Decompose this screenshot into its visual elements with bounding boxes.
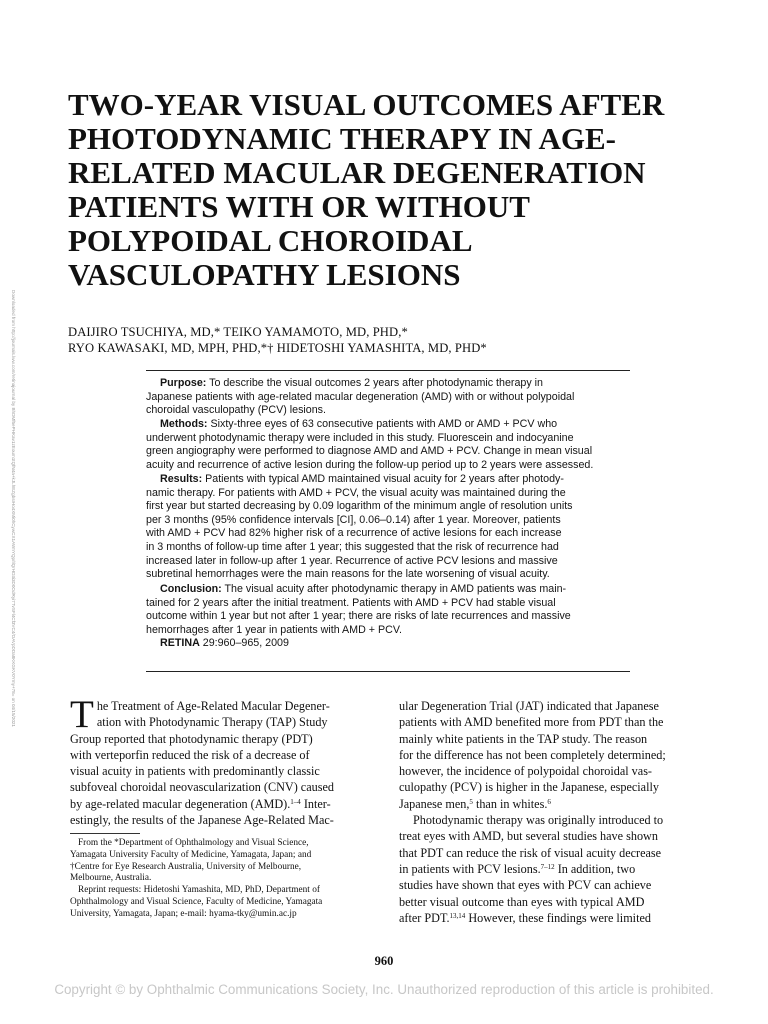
title-line: POLYPOIDAL CHOROIDAL — [68, 223, 473, 258]
body-line: estingly, the results of the Japanese Age-Related Mac- — [70, 813, 334, 828]
citation-volume: 29:960–965, 2009 — [199, 637, 289, 650]
abstract-text: To describe the visual outcomes 2 years after photodynamic therapy in — [206, 377, 543, 389]
abstract-top-rule — [146, 370, 630, 371]
body-line: better visual outcome than eyes with typical AMD — [399, 894, 645, 909]
title-line: VASCULOPATHY LESIONS — [68, 257, 461, 292]
body-line: ation with Photodynamic Therapy (TAP) Study — [96, 715, 328, 730]
footnote-line: Ophthalmology and Visual Science, Faculty of Medicine, Yamagata — [70, 896, 323, 907]
body-line — [399, 861, 729, 877]
abstract-conclusion — [146, 583, 630, 651]
abstract-purpose — [146, 377, 630, 418]
footnote-line: From the *Department of Ophthalmology and Visual Science, — [78, 838, 309, 848]
title-line: RELATED MACULAR DEGENERATION — [68, 155, 646, 190]
author-line: DAIJIRO TSUCHIYA, MD,* TEIKO YAMAMOTO, MD, PHD,* — [68, 325, 408, 339]
body-line: with verteporfin reduced the risk of a decrease of — [70, 747, 310, 762]
title-line: PATIENTS WITH OR WITHOUT — [68, 189, 530, 224]
footnote-rule — [70, 833, 140, 834]
abstract-line: acuity and recurrence of active lesion during the follow-up period up to 2 years were assessed. — [146, 458, 594, 471]
drop-cap: T — [70, 693, 94, 736]
abstract-text: Patients with typical AMD maintained visual acuity for 2 years after photody- — [202, 473, 564, 485]
abstract-line: per 3 months (95% confidence intervals [CI], 0.06–0.14) after 1 year. Moreover, patients — [146, 513, 561, 526]
journal-citation — [146, 637, 630, 651]
reference-superscript: 7–12 — [540, 862, 555, 871]
download-watermark-strip — [2, 290, 18, 850]
reference-superscript: 5 — [469, 797, 473, 806]
abstract-methods — [146, 418, 630, 472]
body-line: for the difference has not been completely determined; — [399, 747, 666, 762]
abstract-line — [146, 377, 630, 391]
body-line: treat eyes with AMD, but several studies have shown — [399, 829, 658, 844]
body-text: after PDT. — [399, 910, 450, 925]
abstract-methods-heading: Methods: — [160, 418, 208, 430]
body-line: mainly white patients in the TAP study. The reason — [399, 731, 648, 746]
body-column-left — [70, 693, 380, 828]
copyright-watermark: Copyright © by Ophthalmic Communications Society, Inc. Unauthorized reproduction of this article is prohibited. — [54, 982, 714, 997]
abstract-purpose-heading: Purpose: — [160, 377, 207, 389]
body-line — [399, 910, 729, 926]
body-line: he Treatment of Age-Related Macular Degener- — [96, 699, 330, 713]
author-line: RYO KAWASAKI, MD, MPH, PHD,*† HIDETOSHI YAMASHITA, MD, PHD* — [68, 341, 487, 355]
body-line — [70, 796, 380, 812]
body-line: visual acuity in patients with predominantly classic — [70, 764, 320, 779]
body-text: Inter- — [300, 796, 331, 811]
abstract-results — [146, 473, 630, 582]
title-line: TWO-YEAR VISUAL OUTCOMES AFTER — [68, 87, 665, 122]
footnote-line: University, Yamagata, Japan; e-mail: hyama-tky@umin.ac.jp — [70, 908, 297, 919]
abstract-line — [146, 583, 630, 597]
footnote-line: Yamagata University Faculty of Medicine, Yamagata, Japan; and — [70, 849, 312, 860]
body-line: subfoveal choroidal neovascularization (CNV) caused — [70, 780, 334, 795]
reference-superscript: 6 — [547, 797, 551, 806]
abstract-line: underwent photodynamic therapy were included in this study. Fluorescein and indocyanine — [146, 431, 574, 444]
body-line: however, the incidence of polypoidal choroidal vas- — [399, 764, 652, 779]
footnote-line: Reprint requests: Hidetoshi Yamashita, MD, PhD, Department of — [78, 885, 320, 896]
abstract-line: Japanese patients with age-related macular degeneration (AMD) with or without polypoidal — [146, 390, 575, 403]
reference-superscript: 1–4 — [290, 797, 301, 806]
abstract-line — [146, 418, 630, 432]
footnotes — [70, 838, 370, 921]
abstract-line: choroidal vasculopathy (PCV) lesions. — [146, 404, 326, 417]
body-text: than in whites. — [472, 796, 548, 811]
abstract-line — [146, 473, 630, 487]
body-line: patients with AMD benefited more from PDT than the — [399, 715, 664, 730]
abstract-line: in 3 months of follow-up time after 1 year; this suggested that the risk of recurrence had — [146, 540, 559, 553]
citation-journal: RETINA — [160, 637, 200, 650]
body-line: ular Degeneration Trial (JAT) indicated that Japanese — [399, 699, 659, 713]
body-line: Group reported that photodynamic therapy (PDT) — [70, 731, 313, 746]
abstract-bottom-rule — [146, 671, 630, 672]
body-line: Photodynamic therapy was originally introduced to — [413, 813, 664, 828]
footnote-line: †Centre for Eye Research Australia, University of Melbourne, — [70, 861, 302, 872]
footnote-line: Melbourne, Australia. — [70, 873, 152, 884]
abstract-line: hemorrhages after 1 year in patients with AMD + PCV. — [146, 623, 402, 636]
abstract-text: Sixty-three eyes of 63 consecutive patients with AMD or AMD + PCV who — [207, 418, 558, 430]
body-text: by age-related macular degeneration (AMD). — [70, 796, 291, 811]
abstract-line: increased later in follow-up after 1 year. Recurrence of active PCV lesions and massive — [146, 554, 558, 567]
author-list — [68, 324, 708, 356]
article-title — [68, 88, 708, 292]
abstract-line: with AMD + PCV had 82% higher risk of a recurrence of active lesions for each increase — [146, 527, 562, 540]
abstract-line: first year but started decreasing by 0.09 logarithm of the minimum angle of resolution units — [146, 500, 573, 513]
body-column-right — [399, 698, 729, 926]
abstract-results-heading: Results: — [160, 473, 203, 485]
body-text: Japanese men, — [399, 796, 470, 811]
page-number: 960 — [374, 954, 394, 968]
abstract-conclusion-heading: Conclusion: — [160, 583, 222, 595]
body-line — [399, 796, 729, 812]
abstract-line: green angiography were performed to diagnose AMD and AMD + PCV. Change in mean visual — [146, 445, 593, 458]
reference-superscript: 13,14 — [449, 911, 466, 920]
abstract-line: subretinal hemorrhages were the main reasons for the late worsening of visual acuity. — [146, 568, 550, 581]
abstract-line: tained for 2 years after the initial treatment. Patients with AMD + PCV had stable visual — [146, 596, 556, 609]
body-text: In addition, two — [554, 861, 636, 876]
body-text: However, these findings were limited — [465, 910, 651, 925]
body-text: in patients with PCV lesions. — [399, 861, 541, 876]
abstract-line: outcome within 1 year but not after 1 year; there are risks of late recurrences and massive — [146, 610, 571, 623]
abstract-line: namic therapy. For patients with AMD + PCV, the visual acuity was maintained during the — [146, 486, 566, 499]
abstract-text: The visual acuity after photodynamic therapy in AMD patients was main- — [221, 583, 567, 595]
title-line: PHOTODYNAMIC THERAPY IN AGE- — [68, 121, 616, 156]
download-watermark-text: Downloaded from http://journals.lww.com/retinajournal by BhDMf5ePHKav1zEoum1tQfN4a+kJLhEZgbsIHo4XMi0hCywCX1AWnYQp/IlQrHD3i3D0OdRyi7TvSFl4Cf3VC4/OAVpDDa8KKGKV0Ymy+78= on 04/15/2021 — [11, 290, 16, 727]
body-line: that PDT can reduce the risk of visual acuity decrease — [399, 845, 662, 860]
body-line: culopathy (PCV) is higher in the Japanese, especially — [399, 780, 659, 795]
body-line: studies have shown that eyes with PCV can achieve — [399, 878, 652, 893]
